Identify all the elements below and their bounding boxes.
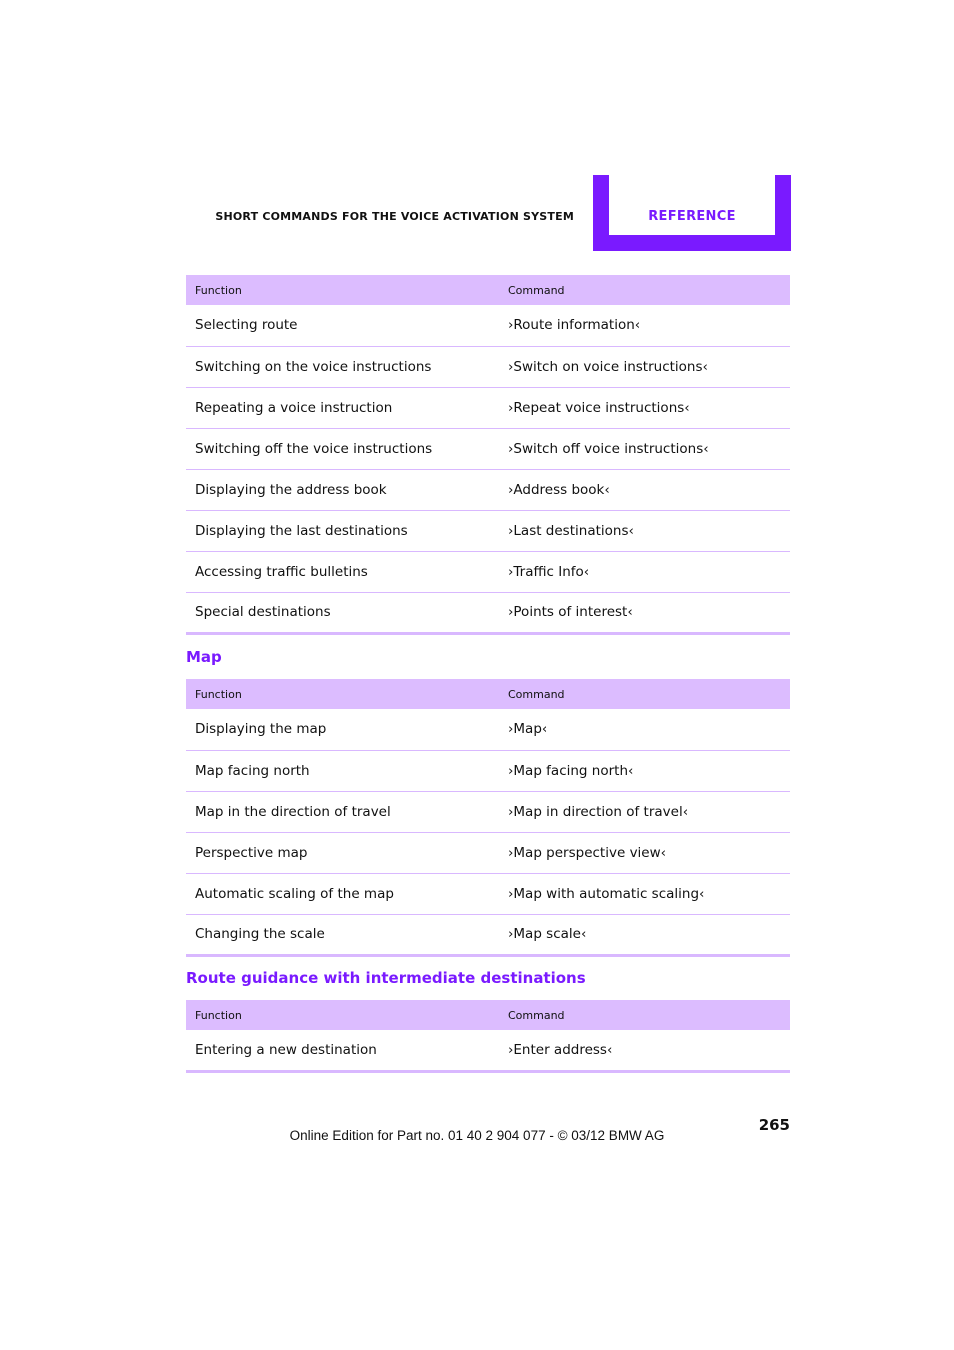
function-cell: Perspective map <box>186 832 499 873</box>
table-row <box>186 709 790 750</box>
command-cell: ›Address book‹ <box>499 469 790 510</box>
table-row <box>186 791 790 832</box>
function-cell: Accessing traffic bulletins <box>186 551 499 592</box>
column-header-command: Command <box>499 275 790 305</box>
command-cell: ›Map perspective view‹ <box>499 832 790 873</box>
column-header-function: Function <box>186 679 499 709</box>
column-header-command: Command <box>499 1000 790 1030</box>
route-guidance-commands-table <box>186 1000 790 1073</box>
command-cell: ›Route information‹ <box>499 305 790 346</box>
table-row <box>186 1030 790 1071</box>
table-row <box>186 750 790 791</box>
column-header-function: Function <box>186 1000 499 1030</box>
route-guidance-commands-section <box>186 1000 790 1073</box>
function-cell: Changing the scale <box>186 914 499 955</box>
command-cell: ›Map in direction of travel‹ <box>499 791 790 832</box>
function-cell: Map facing north <box>186 750 499 791</box>
column-header-function: Function <box>186 275 499 305</box>
table-header-row <box>186 275 790 305</box>
command-cell: ›Enter address‹ <box>499 1030 790 1071</box>
command-cell: ›Map‹ <box>499 709 790 750</box>
table-row <box>186 469 790 510</box>
table-row <box>186 873 790 914</box>
route-guidance-section-heading: Route guidance with intermediate destinations <box>186 969 586 987</box>
function-cell: Entering a new destination <box>186 1030 499 1071</box>
command-cell: ›Repeat voice instructions‹ <box>499 387 790 428</box>
command-cell: ›Traffic Info‹ <box>499 551 790 592</box>
function-cell: Switching on the voice instructions <box>186 346 499 387</box>
route-commands-table <box>186 275 790 635</box>
running-header-title: SHORT COMMANDS FOR THE VOICE ACTIVATION SYSTEM <box>215 210 574 223</box>
map-commands-table <box>186 679 790 957</box>
table-row <box>186 832 790 873</box>
function-cell: Map in the direction of travel <box>186 791 499 832</box>
command-cell: ›Map scale‹ <box>499 914 790 955</box>
column-header-command: Command <box>499 679 790 709</box>
table-row <box>186 428 790 469</box>
table-row <box>186 592 790 633</box>
command-cell: ›Switch off voice instructions‹ <box>499 428 790 469</box>
map-section-heading: Map <box>186 648 222 666</box>
function-cell: Displaying the last destinations <box>186 510 499 551</box>
table-row <box>186 551 790 592</box>
table-row <box>186 305 790 346</box>
function-cell: Selecting route <box>186 305 499 346</box>
command-cell: ›Map facing north‹ <box>499 750 790 791</box>
table-row <box>186 510 790 551</box>
section-tab <box>593 175 791 251</box>
command-cell: ›Switch on voice instructions‹ <box>499 346 790 387</box>
function-cell: Switching off the voice instructions <box>186 428 499 469</box>
table-header-row <box>186 1000 790 1030</box>
command-cell: ›Last destinations‹ <box>499 510 790 551</box>
function-cell: Displaying the map <box>186 709 499 750</box>
table-row <box>186 914 790 955</box>
table-header-row <box>186 679 790 709</box>
footer-edition-note: Online Edition for Part no. 01 40 2 904 077 - © 03/12 BMW AG <box>289 1128 665 1143</box>
function-cell: Repeating a voice instruction <box>186 387 499 428</box>
function-cell: Displaying the address book <box>186 469 499 510</box>
map-commands-section <box>186 679 790 957</box>
command-cell: ›Map with automatic scaling‹ <box>499 873 790 914</box>
table-row <box>186 346 790 387</box>
function-cell: Special destinations <box>186 592 499 633</box>
command-cell: ›Points of interest‹ <box>499 592 790 633</box>
section-tab-label: REFERENCE <box>648 209 736 224</box>
table-row <box>186 387 790 428</box>
route-commands-section <box>186 275 790 635</box>
page-number: 265 <box>758 1116 790 1134</box>
function-cell: Automatic scaling of the map <box>186 873 499 914</box>
